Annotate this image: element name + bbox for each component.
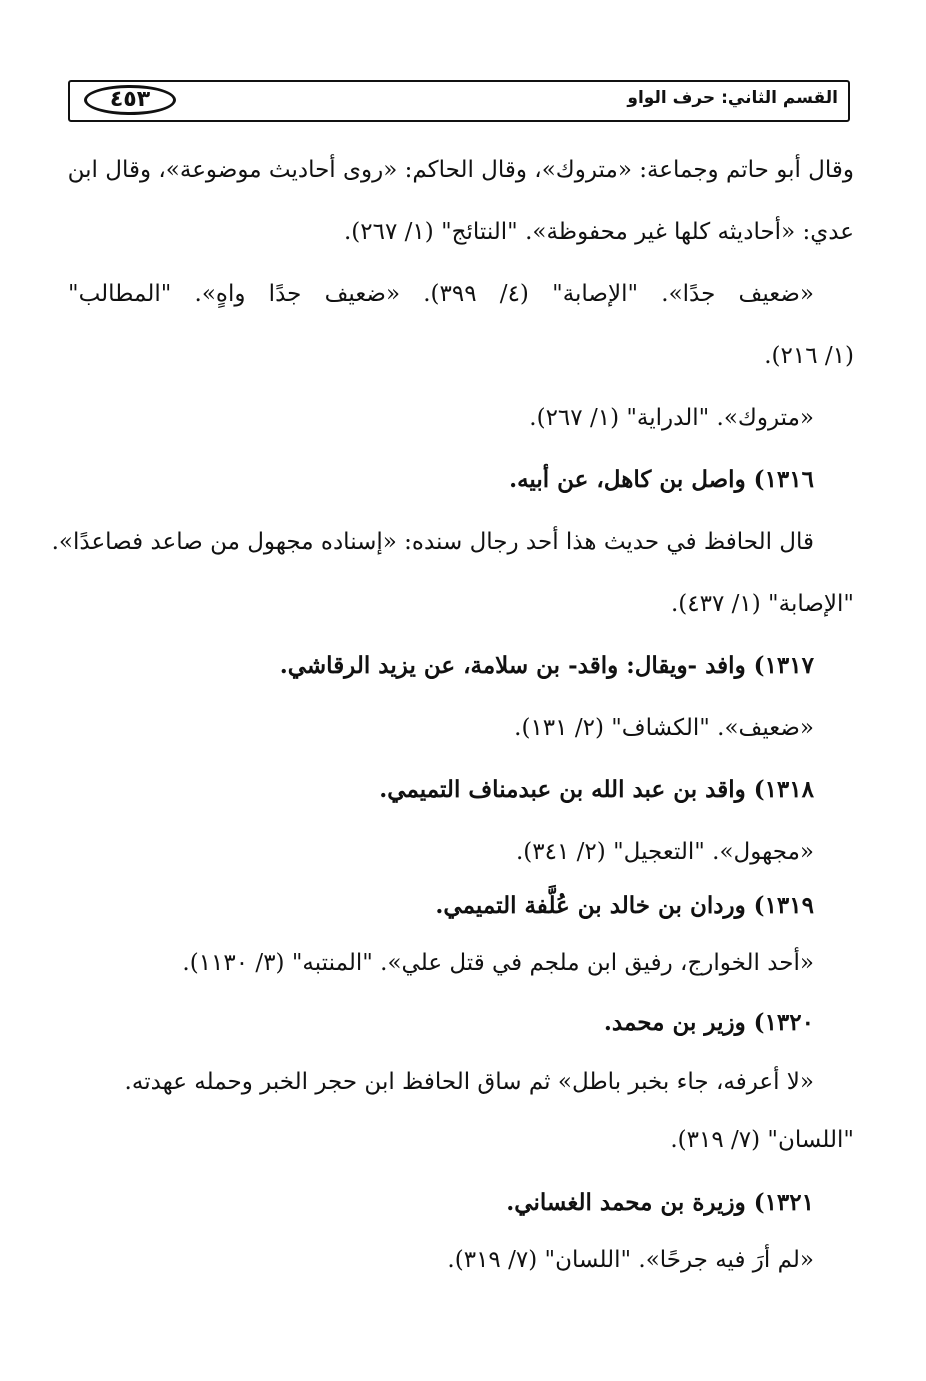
entry-heading: ١٣١٨) واقد بن عبد الله بن عبدمناف التميمي. [379, 776, 814, 803]
running-header [68, 80, 850, 122]
text-line: «مجهول». "التعجيل" (٢/ ٣٤١). [516, 839, 814, 865]
entry-heading: ١٣١٧) وافد -ويقال: واقد- بن سلامة، عن يزيد الرقاشي. [279, 652, 814, 679]
entry-heading: ١٣٢١) وزيرة بن محمد الغساني. [506, 1189, 814, 1216]
page-number-badge: ٤٥٣ [84, 85, 176, 115]
text-line: قال الحافظ في حديث هذا أحد رجال سنده: «إسناده مجهول من صاعد فصاعدًا». [51, 529, 814, 555]
text-line: «أحد الخوارج، رفيق ابن ملجم في قتل علي». "المنتبه" (٣/ ١١٣٠). [182, 950, 814, 976]
text-line: "اللسان" (٧/ ٣١٩). [670, 1127, 854, 1153]
entry-heading: ١٣١٩) وردان بن خالد بن عُلَّفة التميمي. [435, 892, 814, 919]
text-line: «لا أعرفه، جاء بخبر باطل» ثم ساق الحافظ ابن حجر الخبر وحمله عهدته. [124, 1069, 814, 1095]
text-line: «ضعيف جدًا». "الإصابة" (٤/ ٣٩٩). «ضعيف جدًا واهٍ». "المطالب" [68, 281, 814, 307]
text-line: «متروك». "الدراية" (١/ ٢٦٧). [529, 405, 814, 431]
entry-heading: ١٣٢٠) وزير بن محمد. [603, 1009, 814, 1036]
entry-heading: ١٣١٦) واصل بن كاهل، عن أبيه. [509, 466, 814, 493]
text-line: (١/ ٢١٦). [764, 343, 854, 369]
text-line: عدي: «أحاديثه كلها غير محفوظة». "النتائج" (١/ ٢٦٧). [344, 219, 854, 245]
text-line: «لم أرَ فيه جرحًا». "اللسان" (٧/ ٣١٩). [447, 1247, 814, 1273]
text-line: وقال أبو حاتم وجماعة: «متروك»، وقال الحاكم: «روى أحاديث موضوعة»، وقال ابن [67, 157, 854, 183]
section-title: القسم الثاني: حرف الواو [627, 88, 838, 108]
text-line: "الإصابة" (١/ ٤٣٧). [670, 591, 854, 617]
text-line: «ضعيف». "الكشاف" (٢/ ١٣١). [514, 715, 814, 741]
